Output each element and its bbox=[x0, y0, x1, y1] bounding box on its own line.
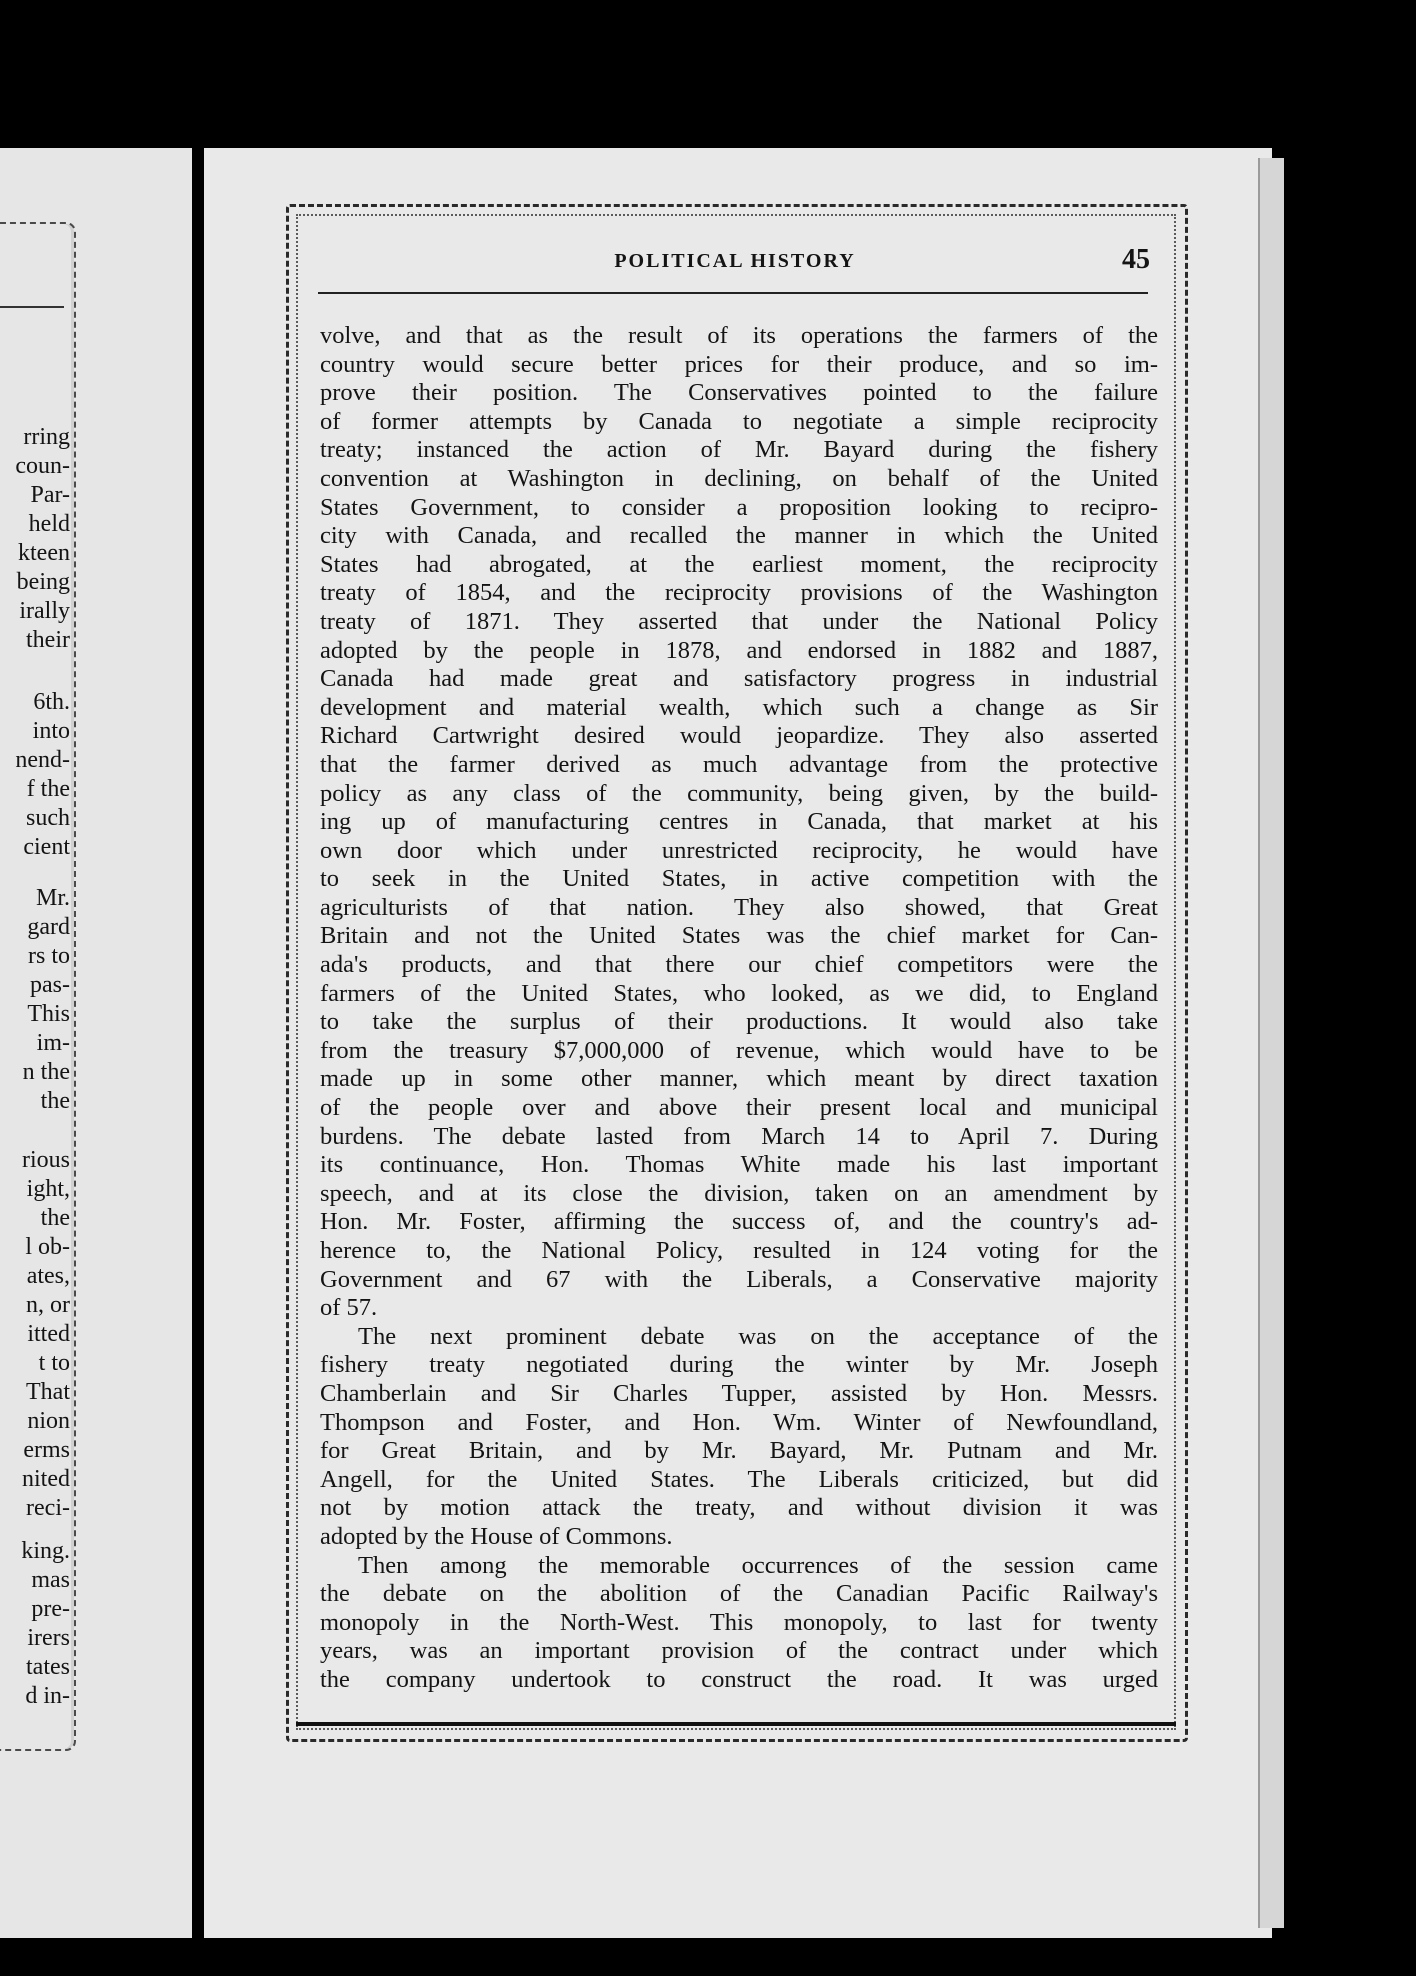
page-border-bottom bbox=[296, 1722, 1176, 1726]
facing-page-header-rule bbox=[0, 306, 64, 308]
facing-page-line: into bbox=[32, 718, 70, 744]
facing-page-line: coun- bbox=[15, 453, 70, 479]
facing-page-line: gard bbox=[27, 914, 70, 940]
text-line: Angell, for the United States. The Liberals criticized, but did bbox=[320, 1465, 1158, 1493]
text-line: from the treasury $7,000,000 of revenue, which would have to be bbox=[320, 1036, 1158, 1064]
facing-page-line: nend- bbox=[15, 747, 70, 773]
facing-page-line: ight, bbox=[26, 1176, 70, 1202]
running-title: POLITICAL HISTORY bbox=[614, 250, 856, 272]
facing-page-line: pre- bbox=[31, 1596, 70, 1622]
facing-page-line: This bbox=[27, 1001, 70, 1027]
facing-page-line: n the bbox=[22, 1059, 70, 1085]
text-line: city with Canada, and recalled the manner in which the United bbox=[320, 522, 1158, 550]
facing-page-line: itted bbox=[27, 1321, 70, 1347]
text-line: its continuance, Hon. Thomas White made his last important bbox=[320, 1151, 1158, 1179]
text-line: monopoly in the North-West. This monopoly, to last for twenty bbox=[320, 1608, 1158, 1636]
text-line: Britain and not the United States was the chief market for Can- bbox=[320, 922, 1158, 950]
facing-page-line: king. bbox=[21, 1538, 70, 1564]
page-edge bbox=[1258, 158, 1284, 1928]
facing-page-line: the bbox=[40, 1205, 70, 1231]
text-line: farmers of the United States, who looked, as we did, to England bbox=[320, 979, 1158, 1007]
text-line: Hon. Mr. Foster, affirming the success of, and the country's ad- bbox=[320, 1208, 1158, 1236]
text-line: own door which under unrestricted reciprocity, he would have bbox=[320, 836, 1158, 864]
text-line: ing up of manufacturing centres in Canada, that market at his bbox=[320, 808, 1158, 836]
facing-page-line: rring bbox=[23, 424, 70, 450]
text-line: adopted by the House of Commons. bbox=[320, 1522, 673, 1550]
text-line: that the farmer derived as much advantage from the protective bbox=[320, 750, 1158, 778]
text-line: burdens. The debate lasted from March 14 to April 7. During bbox=[320, 1122, 1158, 1150]
text-line: to seek in the United States, in active competition with the bbox=[320, 865, 1158, 893]
facing-page-line: irally bbox=[19, 598, 70, 624]
text-line: treaty of 1854, and the reciprocity provisions of the Washington bbox=[320, 579, 1158, 607]
text-line: volve, and that as the result of its operations the farmers of the bbox=[320, 322, 1158, 349]
text-line: Thompson and Foster, and Hon. Wm. Winter of Newfoundland, bbox=[320, 1408, 1158, 1436]
text-line: agriculturists of that nation. They also showed, that Great bbox=[320, 893, 1158, 921]
facing-page-line: Par- bbox=[30, 482, 70, 508]
facing-page-line: Mr. bbox=[35, 885, 70, 911]
body-text bbox=[320, 322, 1158, 1695]
text-line: herence to, the National Policy, resulted in 124 voting for the bbox=[320, 1237, 1158, 1264]
text-line: treaty; instanced the action of Mr. Bayard during the fishery bbox=[320, 436, 1158, 464]
text-line: country would secure better prices for their produce, and so im- bbox=[320, 350, 1158, 378]
text-line: Richard Cartwright desired would jeopardize. They also asserted bbox=[320, 722, 1158, 750]
text-line: States Government, to consider a proposition looking to recipro- bbox=[320, 493, 1158, 521]
text-line: the debate on the abolition of the Canadian Pacific Railway's bbox=[320, 1580, 1158, 1608]
book-gutter bbox=[192, 148, 204, 1948]
text-line: of former attempts by Canada to negotiate a simple reciprocity bbox=[320, 407, 1158, 435]
text-line: ada's products, and that there our chief competitors were the bbox=[320, 951, 1158, 979]
facing-page-line: ates, bbox=[26, 1263, 70, 1289]
facing-page-line: reci- bbox=[26, 1495, 70, 1521]
text-line: Chamberlain and Sir Charles Tupper, assisted by Hon. Messrs. bbox=[320, 1379, 1158, 1407]
facing-page-line: kteen bbox=[18, 540, 70, 566]
facing-page-line: rious bbox=[22, 1147, 70, 1173]
facing-page-line: pas- bbox=[30, 972, 70, 998]
page-number: 45 bbox=[1122, 244, 1150, 275]
text-line: made up in some other manner, which meant by direct taxation bbox=[320, 1065, 1158, 1093]
text-line: adopted by the people in 1878, and endorsed in 1882 and 1887, bbox=[320, 636, 1158, 664]
text-line: development and material wealth, which such a change as Sir bbox=[320, 693, 1158, 721]
text-line: Government and 67 with the Liberals, a Conservative majority bbox=[320, 1265, 1158, 1293]
text-line: The next prominent debate was on the acceptance of the bbox=[358, 1322, 1158, 1350]
text-line: Canada had made great and satisfactory progress in industrial bbox=[320, 665, 1158, 693]
text-line: years, was an important provision of the contract under which bbox=[320, 1637, 1158, 1665]
facing-page-line: nited bbox=[22, 1466, 70, 1492]
text-line: Then among the memorable occurrences of the session came bbox=[358, 1551, 1158, 1579]
text-line: treaty of 1871. They asserted that under the National Policy bbox=[320, 607, 1158, 635]
header-rule bbox=[318, 292, 1148, 294]
facing-page-line: im- bbox=[36, 1030, 70, 1056]
facing-page-line: tates bbox=[26, 1654, 70, 1680]
text-line: the company undertook to construct the road. It was urged bbox=[320, 1665, 1158, 1693]
facing-page-line: That bbox=[26, 1379, 70, 1405]
facing-page-line: n, or bbox=[26, 1292, 70, 1318]
facing-page-line: rs to bbox=[28, 943, 70, 969]
facing-page-line: f the bbox=[26, 776, 70, 802]
facing-page-line: irers bbox=[27, 1625, 70, 1651]
running-head bbox=[320, 246, 1150, 276]
facing-page-line: being bbox=[16, 569, 70, 595]
text-line: States had abrogated, at the earliest moment, the reciprocity bbox=[320, 550, 1158, 578]
facing-page-line: erms bbox=[23, 1437, 70, 1463]
facing-page-line: their bbox=[26, 627, 70, 653]
text-line: to take the surplus of their productions. It would also take bbox=[320, 1008, 1158, 1036]
facing-page-line: d in- bbox=[25, 1683, 70, 1709]
text-line: of the people over and above their present local and municipal bbox=[320, 1094, 1158, 1122]
facing-page-line: such bbox=[26, 805, 70, 831]
facing-page-line: t to bbox=[38, 1350, 70, 1376]
text-line: speech, and at its close the division, taken on an amendment by bbox=[320, 1179, 1158, 1207]
facing-page-line: mas bbox=[31, 1567, 70, 1593]
facing-page-line: 6th. bbox=[33, 689, 70, 715]
facing-page-line: l ob- bbox=[25, 1234, 70, 1260]
facing-page-line: the bbox=[40, 1088, 70, 1114]
text-line: fishery treaty negotiated during the winter by Mr. Joseph bbox=[320, 1351, 1158, 1379]
text-line: not by motion attack the treaty, and without division it was bbox=[320, 1494, 1158, 1522]
text-line: of 57. bbox=[320, 1294, 378, 1322]
text-line: convention at Washington in declining, on behalf of the United bbox=[320, 464, 1158, 492]
facing-page-line: cient bbox=[23, 834, 70, 860]
facing-page-line: held bbox=[28, 511, 70, 537]
text-line: policy as any class of the community, being given, by the build- bbox=[320, 779, 1158, 807]
text-line: prove their position. The Conservatives pointed to the failure bbox=[320, 379, 1158, 407]
facing-page-line: nion bbox=[27, 1408, 70, 1434]
text-line: for Great Britain, and by Mr. Bayard, Mr. Putnam and Mr. bbox=[320, 1437, 1158, 1465]
